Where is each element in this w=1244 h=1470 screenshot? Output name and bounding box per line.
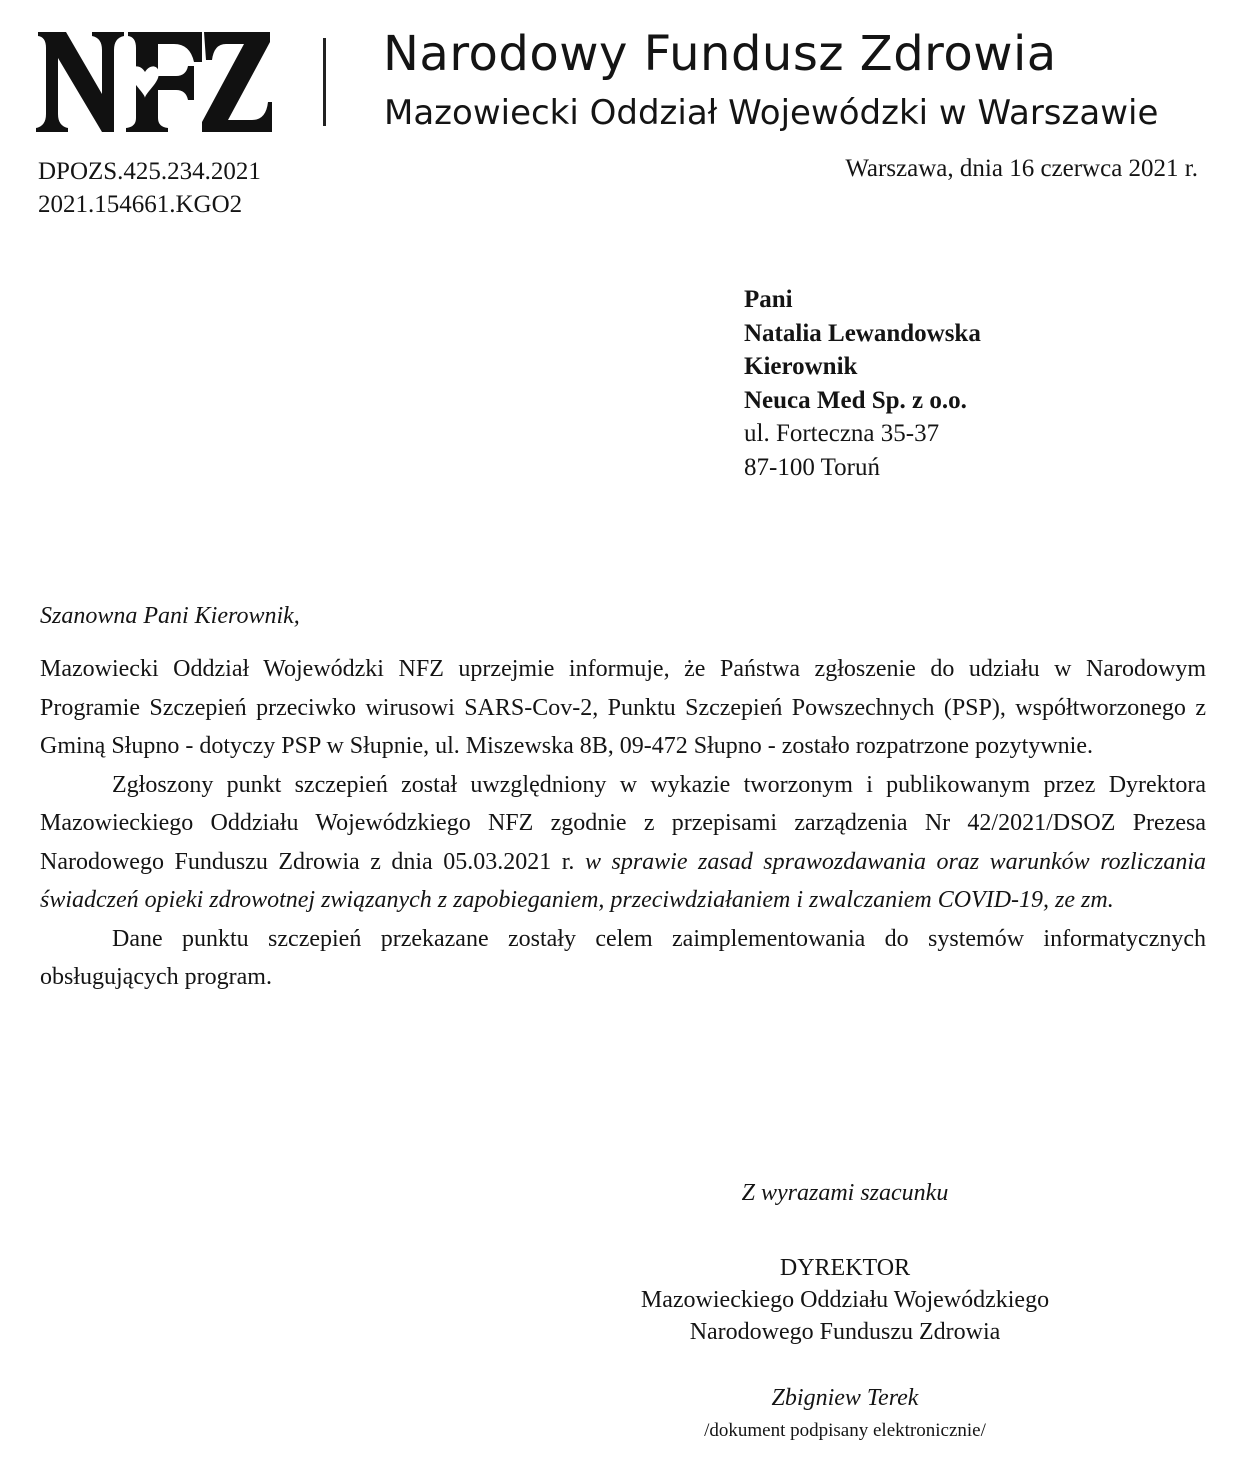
nfz-logo: [36, 28, 272, 138]
signer-name: Zbigniew Terek: [771, 1385, 919, 1411]
paragraph-2: [40, 766, 1206, 920]
recipient-city: 87-100 Toruń: [744, 453, 880, 481]
signatory-title-line-1: DYREKTOR: [779, 1255, 911, 1281]
recipient-block: [744, 283, 981, 484]
recipient-company: Neuca Med Sp. z o.o.: [744, 386, 967, 414]
recipient-salutation-title: Pani: [744, 286, 793, 313]
signatory-title-line-3: Narodowego Funduszu Zdrowia: [689, 1319, 1001, 1345]
paragraph-2-text: Zgłoszony punkt szczepień został uwzględniony w wykazie tworzonym i publikowanym przez Dyrektora Mazowieckiego Oddziału Wojewódzkiego NFZ zgodnie z przepisami zarządzenia Nr 42/2021/DSOZ Prezesa Narodowego Funduszu Zdrowia z dnia 05.03.2021 r.: [40, 771, 1206, 875]
header-divider: [323, 38, 326, 126]
recipient-name: Natalia Lewandowska: [744, 319, 981, 347]
signatory-title-line-2: Mazowieckiego Oddziału Wojewódzkiego: [640, 1287, 1050, 1313]
paragraph-1: Mazowiecki Oddział Wojewódzki NFZ uprzejmie informuje, że Państwa zgłoszenie do udziału w Narodowym Programie Szczepień przeciwko wirusowi SARS-Cov-2, Punktu Szczepień Powszechnych (PSP), współtworzonego z Gminą Słupno - dotyczy PSP w Słupnie, ul. Miszewska 8B, 09-472 Słupno - zostało rozpatrzone pozytywnie.: [40, 656, 1206, 759]
organization-branch: Mazowiecki Oddział Wojewódzki w Warszawie: [384, 93, 1159, 133]
closing-regards: Z wyrazami szacunku: [741, 1180, 949, 1206]
electronic-signature-note: /dokument podpisany elektronicznie/: [704, 1420, 986, 1441]
case-reference: DPOZS.425.234.2021: [38, 158, 261, 185]
letter-salutation: Szanowna Pani Kierownik,: [40, 603, 300, 629]
letter-body: [40, 650, 1206, 997]
date-line: Warszawa, dnia 16 czerwca 2021 r.: [845, 155, 1198, 182]
document-reference: 2021.154661.KGO2: [38, 191, 243, 218]
recipient-position: Kierownik: [744, 353, 858, 380]
paragraph-2-regulation-title: w sprawie zasad sprawozdawania oraz warunków rozliczania świadczeń opieki zdrowotnej związanych z zapobieganiem, przeciwdziałaniem i zwalczaniem COVID-19, ze zm.: [40, 848, 1206, 913]
organization-name: Narodowy Fundusz Zdrowia: [383, 26, 1057, 82]
signatory-title: [545, 1252, 1145, 1348]
paragraph-3: Dane punktu szczepień przekazane zostały celem zaimplementowania do systemów informatycznych obsługujących program.: [40, 925, 1206, 990]
recipient-street: ul. Forteczna 35-37: [744, 420, 940, 447]
